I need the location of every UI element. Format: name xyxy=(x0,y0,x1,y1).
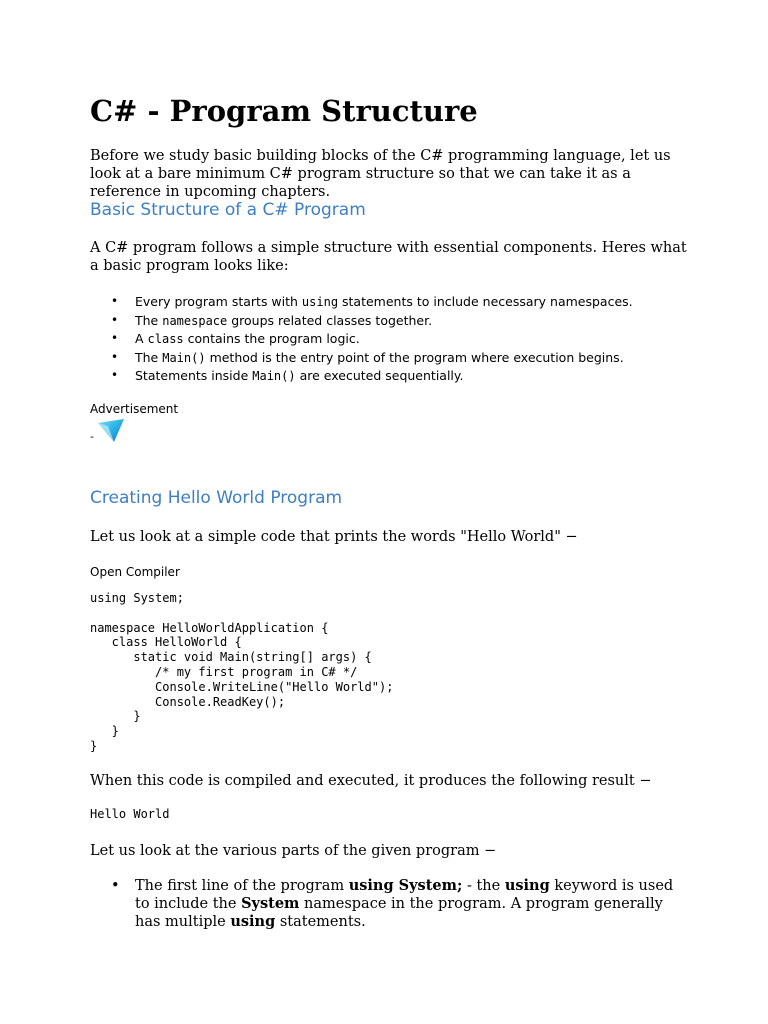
triangle-logo-icon xyxy=(96,418,126,444)
open-compiler-link[interactable]: Open Compiler xyxy=(90,565,180,579)
list-item: • The namespace groups related classes together. xyxy=(90,312,710,331)
result-intro-paragraph: When this code is compiled and executed, it produces the following result − xyxy=(90,773,652,789)
section-heading-hello-world: Creating Hello World Program xyxy=(90,488,343,508)
list-item: • The Main() method is the entry point of the program where execution begins. xyxy=(90,349,710,368)
basic-structure-paragraph: A C# program follows a simple structure with essential components. Heres what a basic program looks like: xyxy=(90,240,687,274)
output-block: Hello World xyxy=(90,807,170,821)
advertisement-dash: - xyxy=(90,430,94,443)
inline-code: Main() xyxy=(252,369,296,383)
list-item: • The first line of the program using System; - the using keyword is used to include the System namespace in the program. A program generally has multiple using statements. xyxy=(90,877,690,931)
parts-bullet-list xyxy=(90,877,690,931)
list-item: • Every program starts with using statements to include necessary namespaces. xyxy=(90,293,710,312)
structure-bullet-list xyxy=(90,293,710,386)
advertisement-logo[interactable] xyxy=(90,418,130,444)
advertisement-label: Advertisement xyxy=(90,402,179,416)
page-title: C# - Program Structure xyxy=(90,94,478,128)
inline-code: namespace xyxy=(162,313,228,328)
code-block: using System; namespace HelloWorldApplication { class HelloWorld { static void Main(string[] args) { /* my first program in C# */ Console.WriteLine("Hello World"); Console.ReadKey(); } } } xyxy=(90,591,394,753)
list-item: • A class contains the program logic. xyxy=(90,330,710,349)
inline-code: Main() xyxy=(162,350,206,365)
hello-world-intro-paragraph: Let us look at a simple code that prints the words "Hello World" − xyxy=(90,529,578,545)
section-heading-basic-structure: Basic Structure of a C# Program xyxy=(90,200,366,220)
list-item: • Statements inside Main() are executed sequentially. xyxy=(90,367,710,386)
intro-paragraph: Before we study basic building blocks of the C# programming language, let us look at a bare minimum C# program structure so that we can take it as a reference in upcoming chapters. xyxy=(90,148,671,200)
inline-code: using xyxy=(301,295,339,309)
parts-intro-paragraph: Let us look at the various parts of the given program − xyxy=(90,843,497,859)
inline-code: class xyxy=(147,332,184,346)
